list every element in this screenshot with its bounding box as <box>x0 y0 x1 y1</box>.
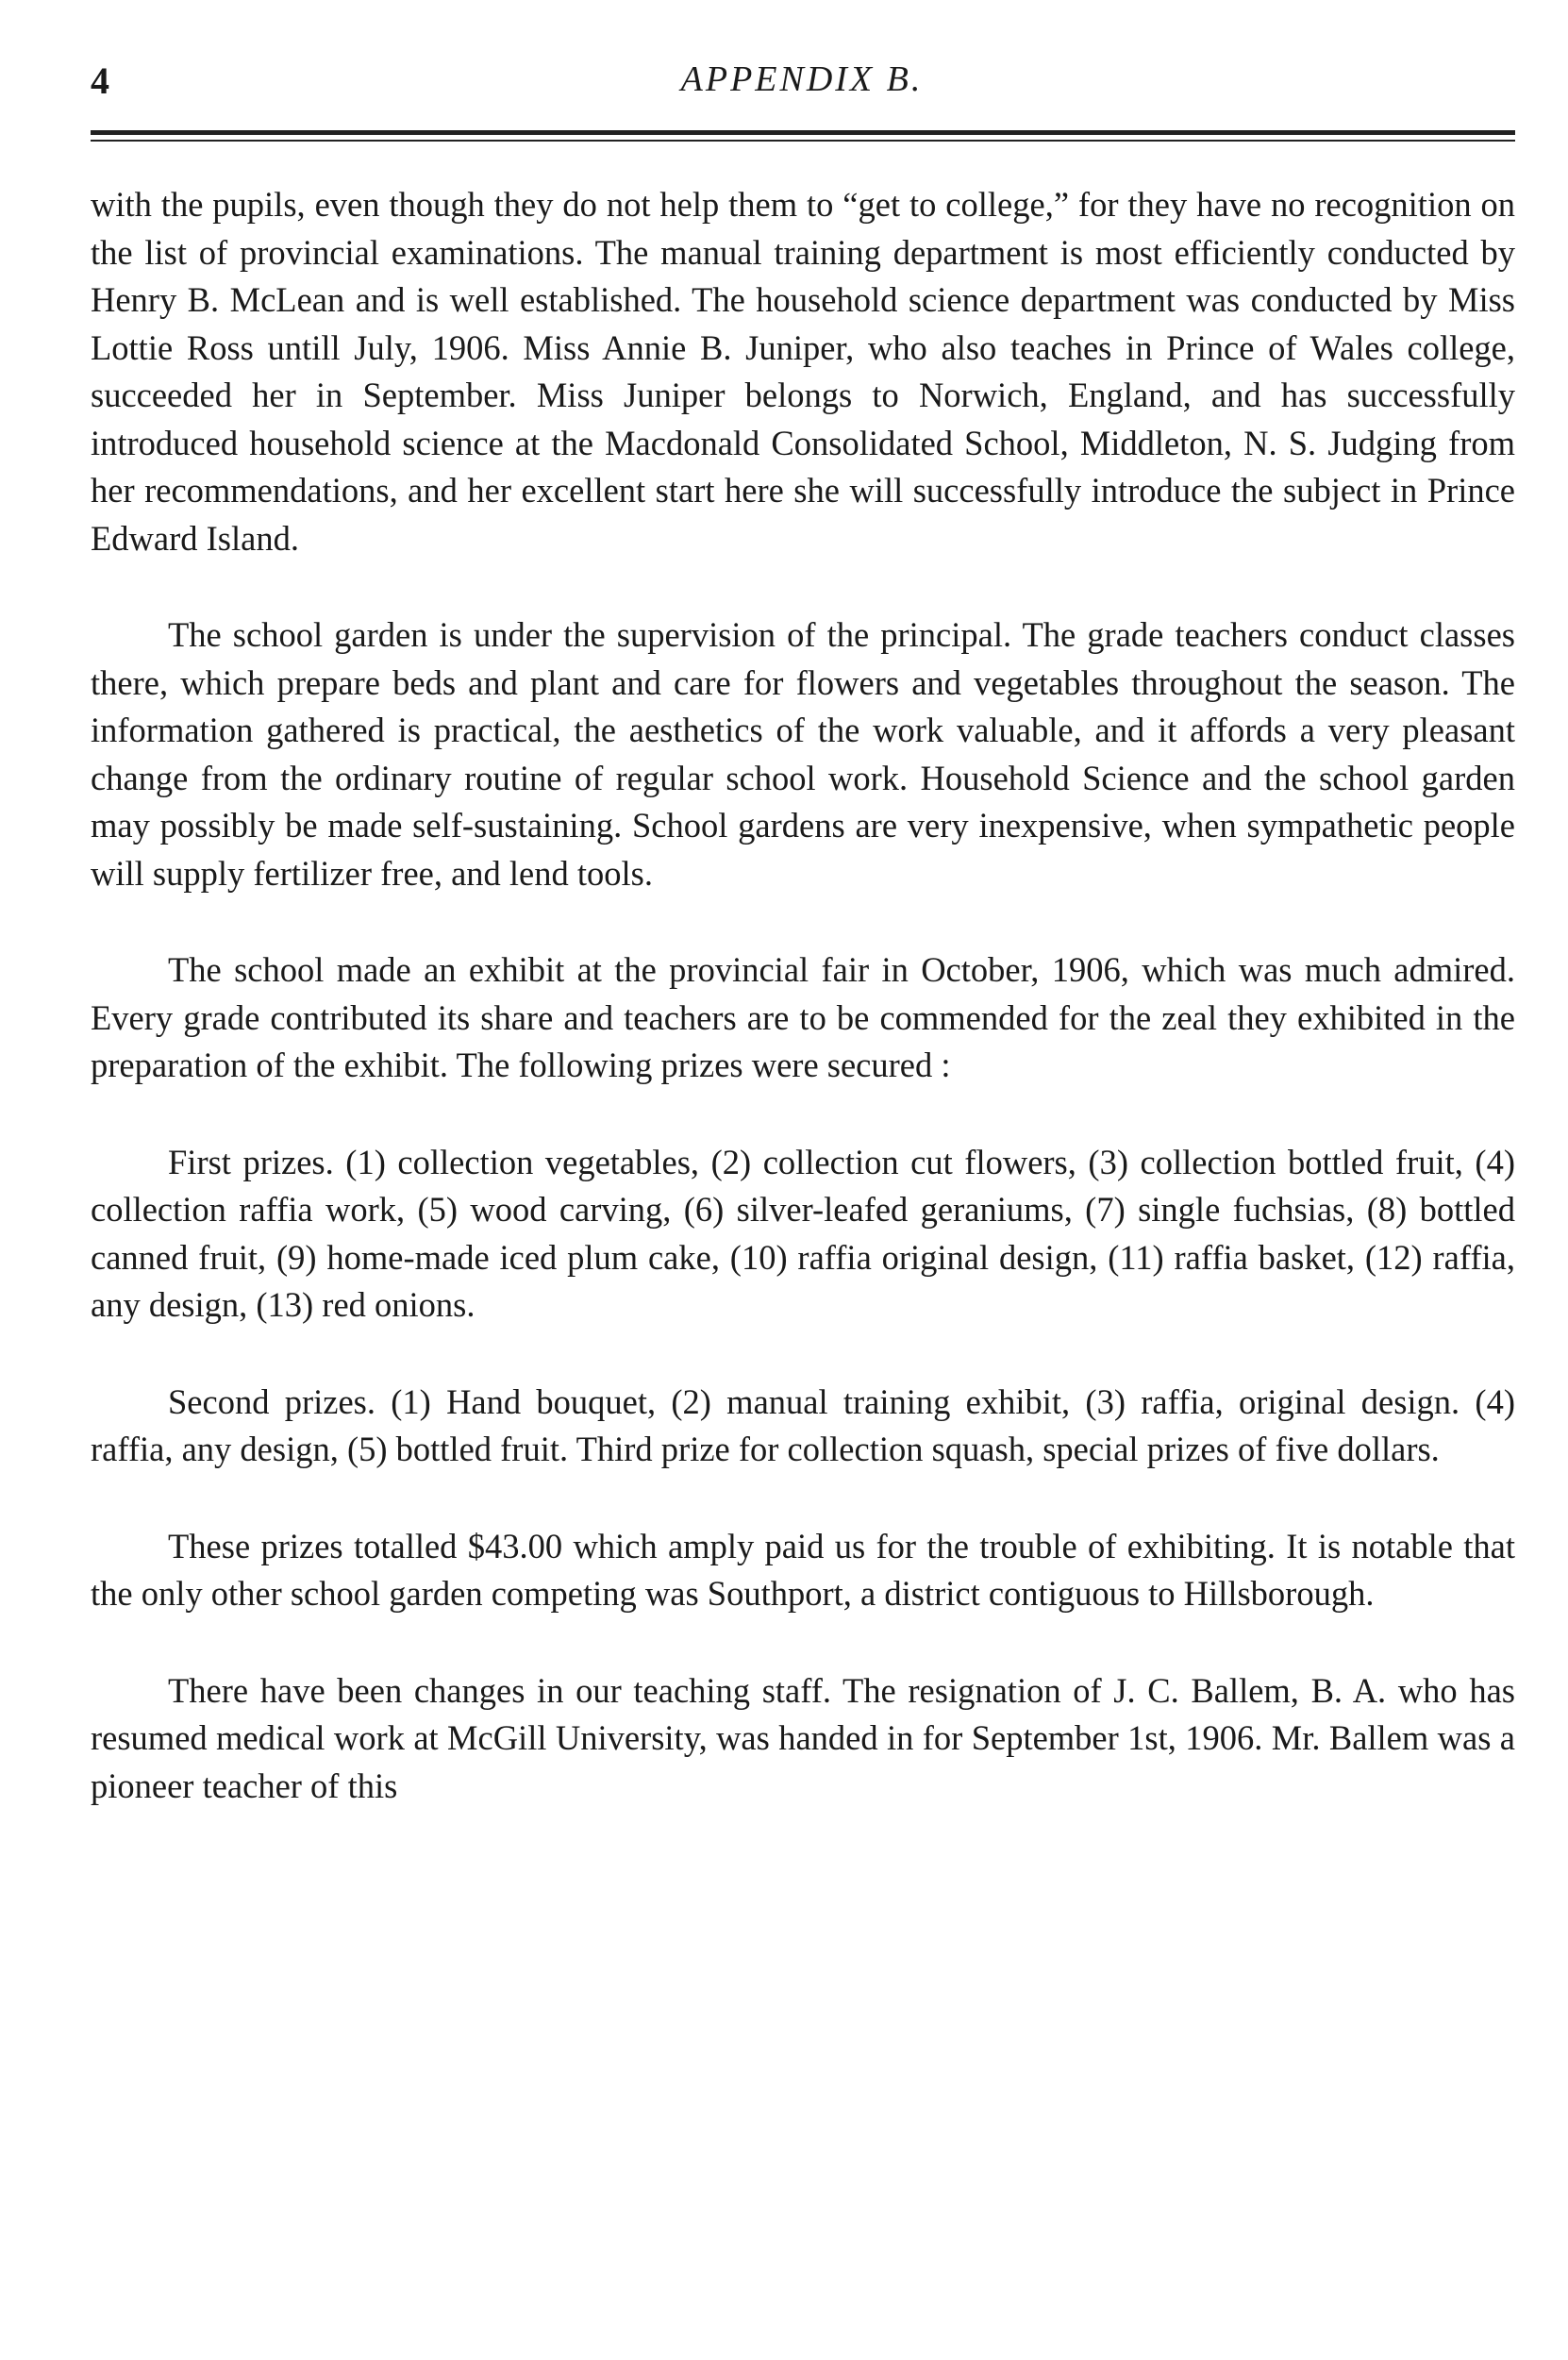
body-text <box>91 181 1515 1810</box>
paragraph-staff-changes: There have been changes in our teaching staff. The resignation of J. C. Ballem, B. A. who has resumed medical work at McGill University, was handed in for September 1st, 1906. Mr. Ballem was a pioneer teacher of this <box>91 1670 1515 1805</box>
header-rule-thin <box>91 140 1515 142</box>
paragraph-school-garden: The school garden is under the supervision of the principal. The grade teachers conduct classes there, which prepare beds and plant and care for flowers and vegetables throughout the season. The information gathered is practical, the aesthetics of the work valuable, and it affords a very pleasant change from the ordinary routine of regular school work. Household Science and the school garden may possibly be made self-sustaining. School gardens are very inexpensive, when sympathetic people will supply fertilizer free, and lend tools. <box>91 615 1515 893</box>
running-head: APPENDIX B. <box>680 59 924 99</box>
page-header <box>91 59 1513 115</box>
paragraph-first-prizes: First prizes. (1) collection vegetables, (2) collection cut flowers, (3) collection bottled fruit, (4) collection raffia work, (5) wood carving, (6) silver-leafed geraniums, (7) single fuchsias, (8) bottled canned fruit, (9) home-made iced plum cake, (10) raffia original design, (11) raffia basket, (12) raffia, any design, (13) red onions. <box>91 1142 1515 1324</box>
paragraph-prize-total: These prizes totalled $43.00 which amply paid us for the trouble of exhibiting. It is notable that the only other school garden competing was Southport, a district contiguous to Hillsborough. <box>91 1526 1515 1613</box>
paragraph-continuation: with the pupils, even though they do not help them to “get to college,” for they have no recognition on the list of provincial examinations. The manual training department is most efficiently conducted by Henry B. McLean and is well established. The household science department was conducted by Miss Lottie Ross untill July, 1906. Miss Annie B. Juniper, who also teaches in Prince of Wales college, succeeded her in September. Miss Juniper belongs to Norwich, England, and has successfully introduced household science at the Macdonald Consolidated School, Middleton, N. S. Judging from her recommendations, and her excellent start here she will successfully introduce the subject in Prince Edward Island. <box>91 185 1515 558</box>
header-rule-thick <box>91 130 1515 135</box>
page-number: 4 <box>91 59 109 102</box>
paragraph-second-prizes: Second prizes. (1) Hand bouquet, (2) manual training exhibit, (3) raffia, original design. (4) raffia, any design, (5) bottled fruit. Third prize for collection squash, special prizes of five dollars. <box>91 1381 1515 1468</box>
paragraph-exhibit: The school made an exhibit at the provincial fair in October, 1906, which was much admired. Every grade contributed its share and teachers are to be commended for the zeal they exhibited in the preparation of the exhibit. The following prizes were secured : <box>91 950 1515 1084</box>
